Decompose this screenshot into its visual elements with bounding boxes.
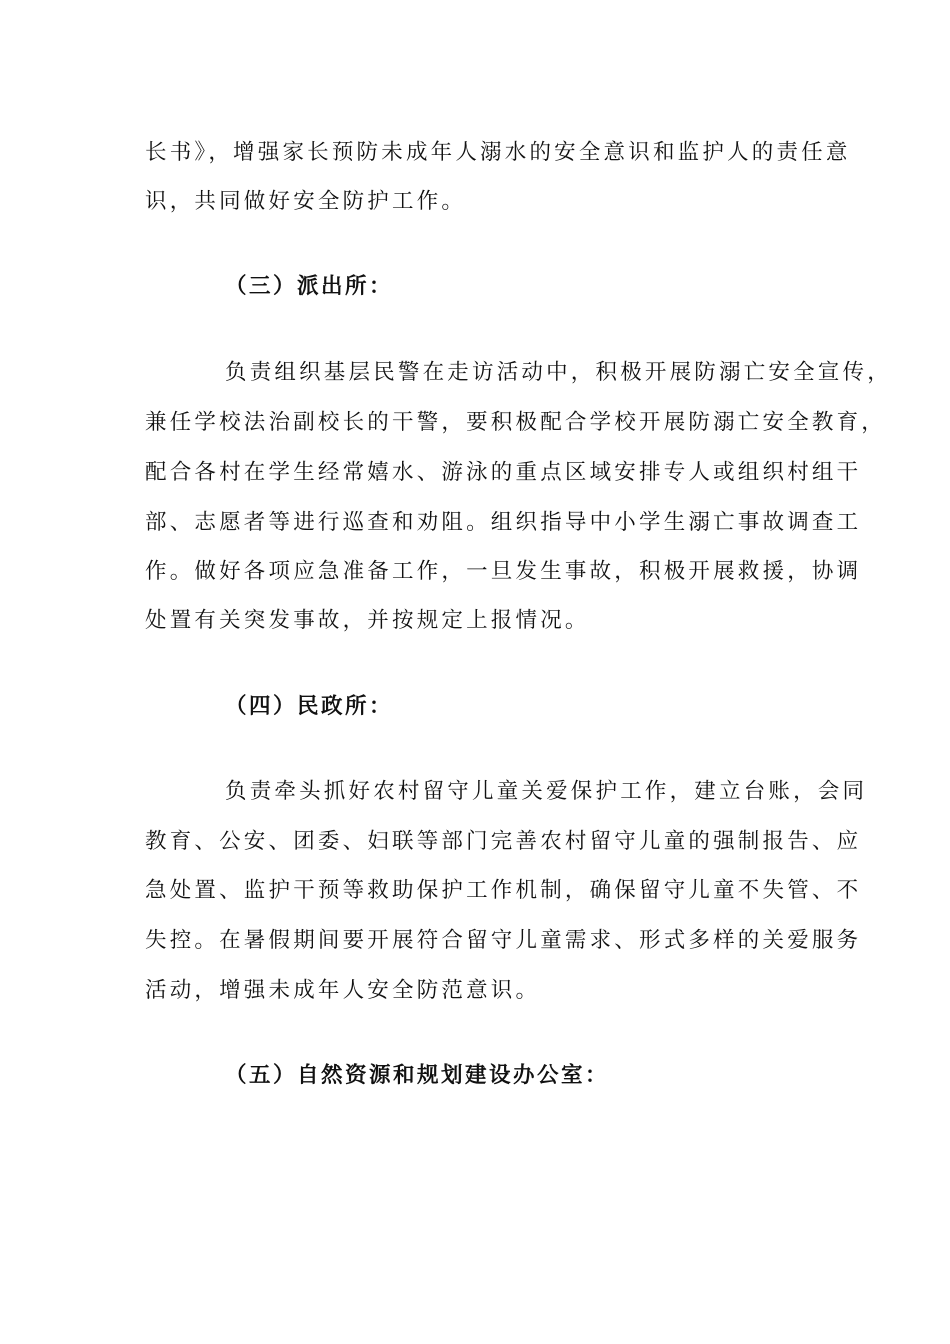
paragraph-line: 兼任学校法治副校长的干警，要积极配合学校开展防溺亡安全教育， xyxy=(145,410,887,435)
paragraph-line: 处置有关突发事故，并按规定上报情况。 xyxy=(145,608,590,633)
section-heading-civil-affairs: （四）民政所： xyxy=(225,694,394,719)
paragraph-line: 长书》，增强家长预防未成年人溺水的安全意识和监护人的责任意 xyxy=(145,140,851,165)
paragraph-line: 负责牵头抓好农村留守儿童关爱保护工作，建立台账，会同 xyxy=(225,779,868,804)
paragraph-line: 活动，增强未成年人安全防范意识。 xyxy=(145,978,541,1003)
paragraph-line: 教育、公安、团委、妇联等部门完善农村留守儿童的强制报告、应 xyxy=(145,829,862,854)
paragraph-line: 负责组织基层民警在走访活动中，积极开展防溺亡安全宣传， xyxy=(225,360,892,385)
section-heading-natural-resources: （五）自然资源和规划建设办公室： xyxy=(225,1063,610,1088)
paragraph-line: 急处置、监护干预等救助保护工作机制，确保留守儿童不失管、不 xyxy=(145,878,862,903)
paragraph-line: 作。做好各项应急准备工作，一旦发生事故，积极开展救援，协调 xyxy=(145,559,862,584)
paragraph-line: 失控。在暑假期间要开展符合留守儿童需求、形式多样的关爱服务 xyxy=(145,928,862,953)
section-heading-police-station: （三）派出所： xyxy=(225,274,394,299)
paragraph-line: 部、志愿者等进行巡查和劝阻。组织指导中小学生溺亡事故调查工 xyxy=(145,510,862,535)
paragraph-line: 配合各村在学生经常嬉水、游泳的重点区域安排专人或组织村组干 xyxy=(145,460,862,485)
paragraph-line: 识，共同做好安全防护工作。 xyxy=(145,189,467,214)
